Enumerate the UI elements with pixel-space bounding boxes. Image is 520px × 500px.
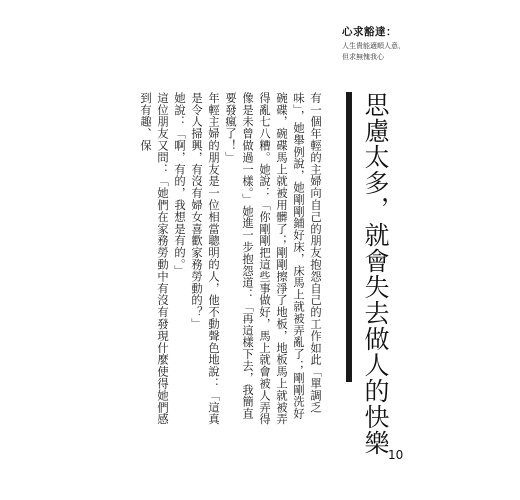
header-subtitle-line-1: 人生貴能適順人意， [342, 42, 405, 50]
header-title: 心求豁達： [342, 26, 397, 38]
chapter-heading: 思慮太多，就會失去做人的快樂 [361, 92, 390, 456]
header-subtitle-line-2: 但求無愧我心 [342, 53, 384, 61]
body-text [134, 92, 324, 427]
page-number: 10 [388, 448, 404, 462]
paragraph-3: 她說：「啊，有的，我想是有的。」 [173, 92, 186, 277]
paragraph-4: 這位朋友又問：「她們在家務勞動中有沒有發現什麼使得她們感到有趣、保 [139, 92, 169, 426]
paragraph-2: 年輕主婦的朋友是一位相當聰明的人，他不動聲色地說：「這真是令人掃興，有沒有婦女喜歡家務勞動的？」 [190, 92, 220, 426]
paragraph-1: 有一個年輕的主婦向自己的朋友抱怨自己的工作如此「單調乏味」，她舉例說，她剛剛鋪好床，床馬上就被弄亂了；剛剛洗好碗碟，碗碟馬上就被用髒了；剛剛擦淨了地板，地板馬上就被弄得亂七八糟。她說：「你剛剛把這些事做好，馬上就會被人弄得像是未曾做過一樣。」她進一步抱怨道：「再這樣下去，我簡直要發瘋了！」 [224, 92, 322, 426]
running-header [342, 24, 452, 63]
heading-accent-bar [346, 92, 352, 382]
